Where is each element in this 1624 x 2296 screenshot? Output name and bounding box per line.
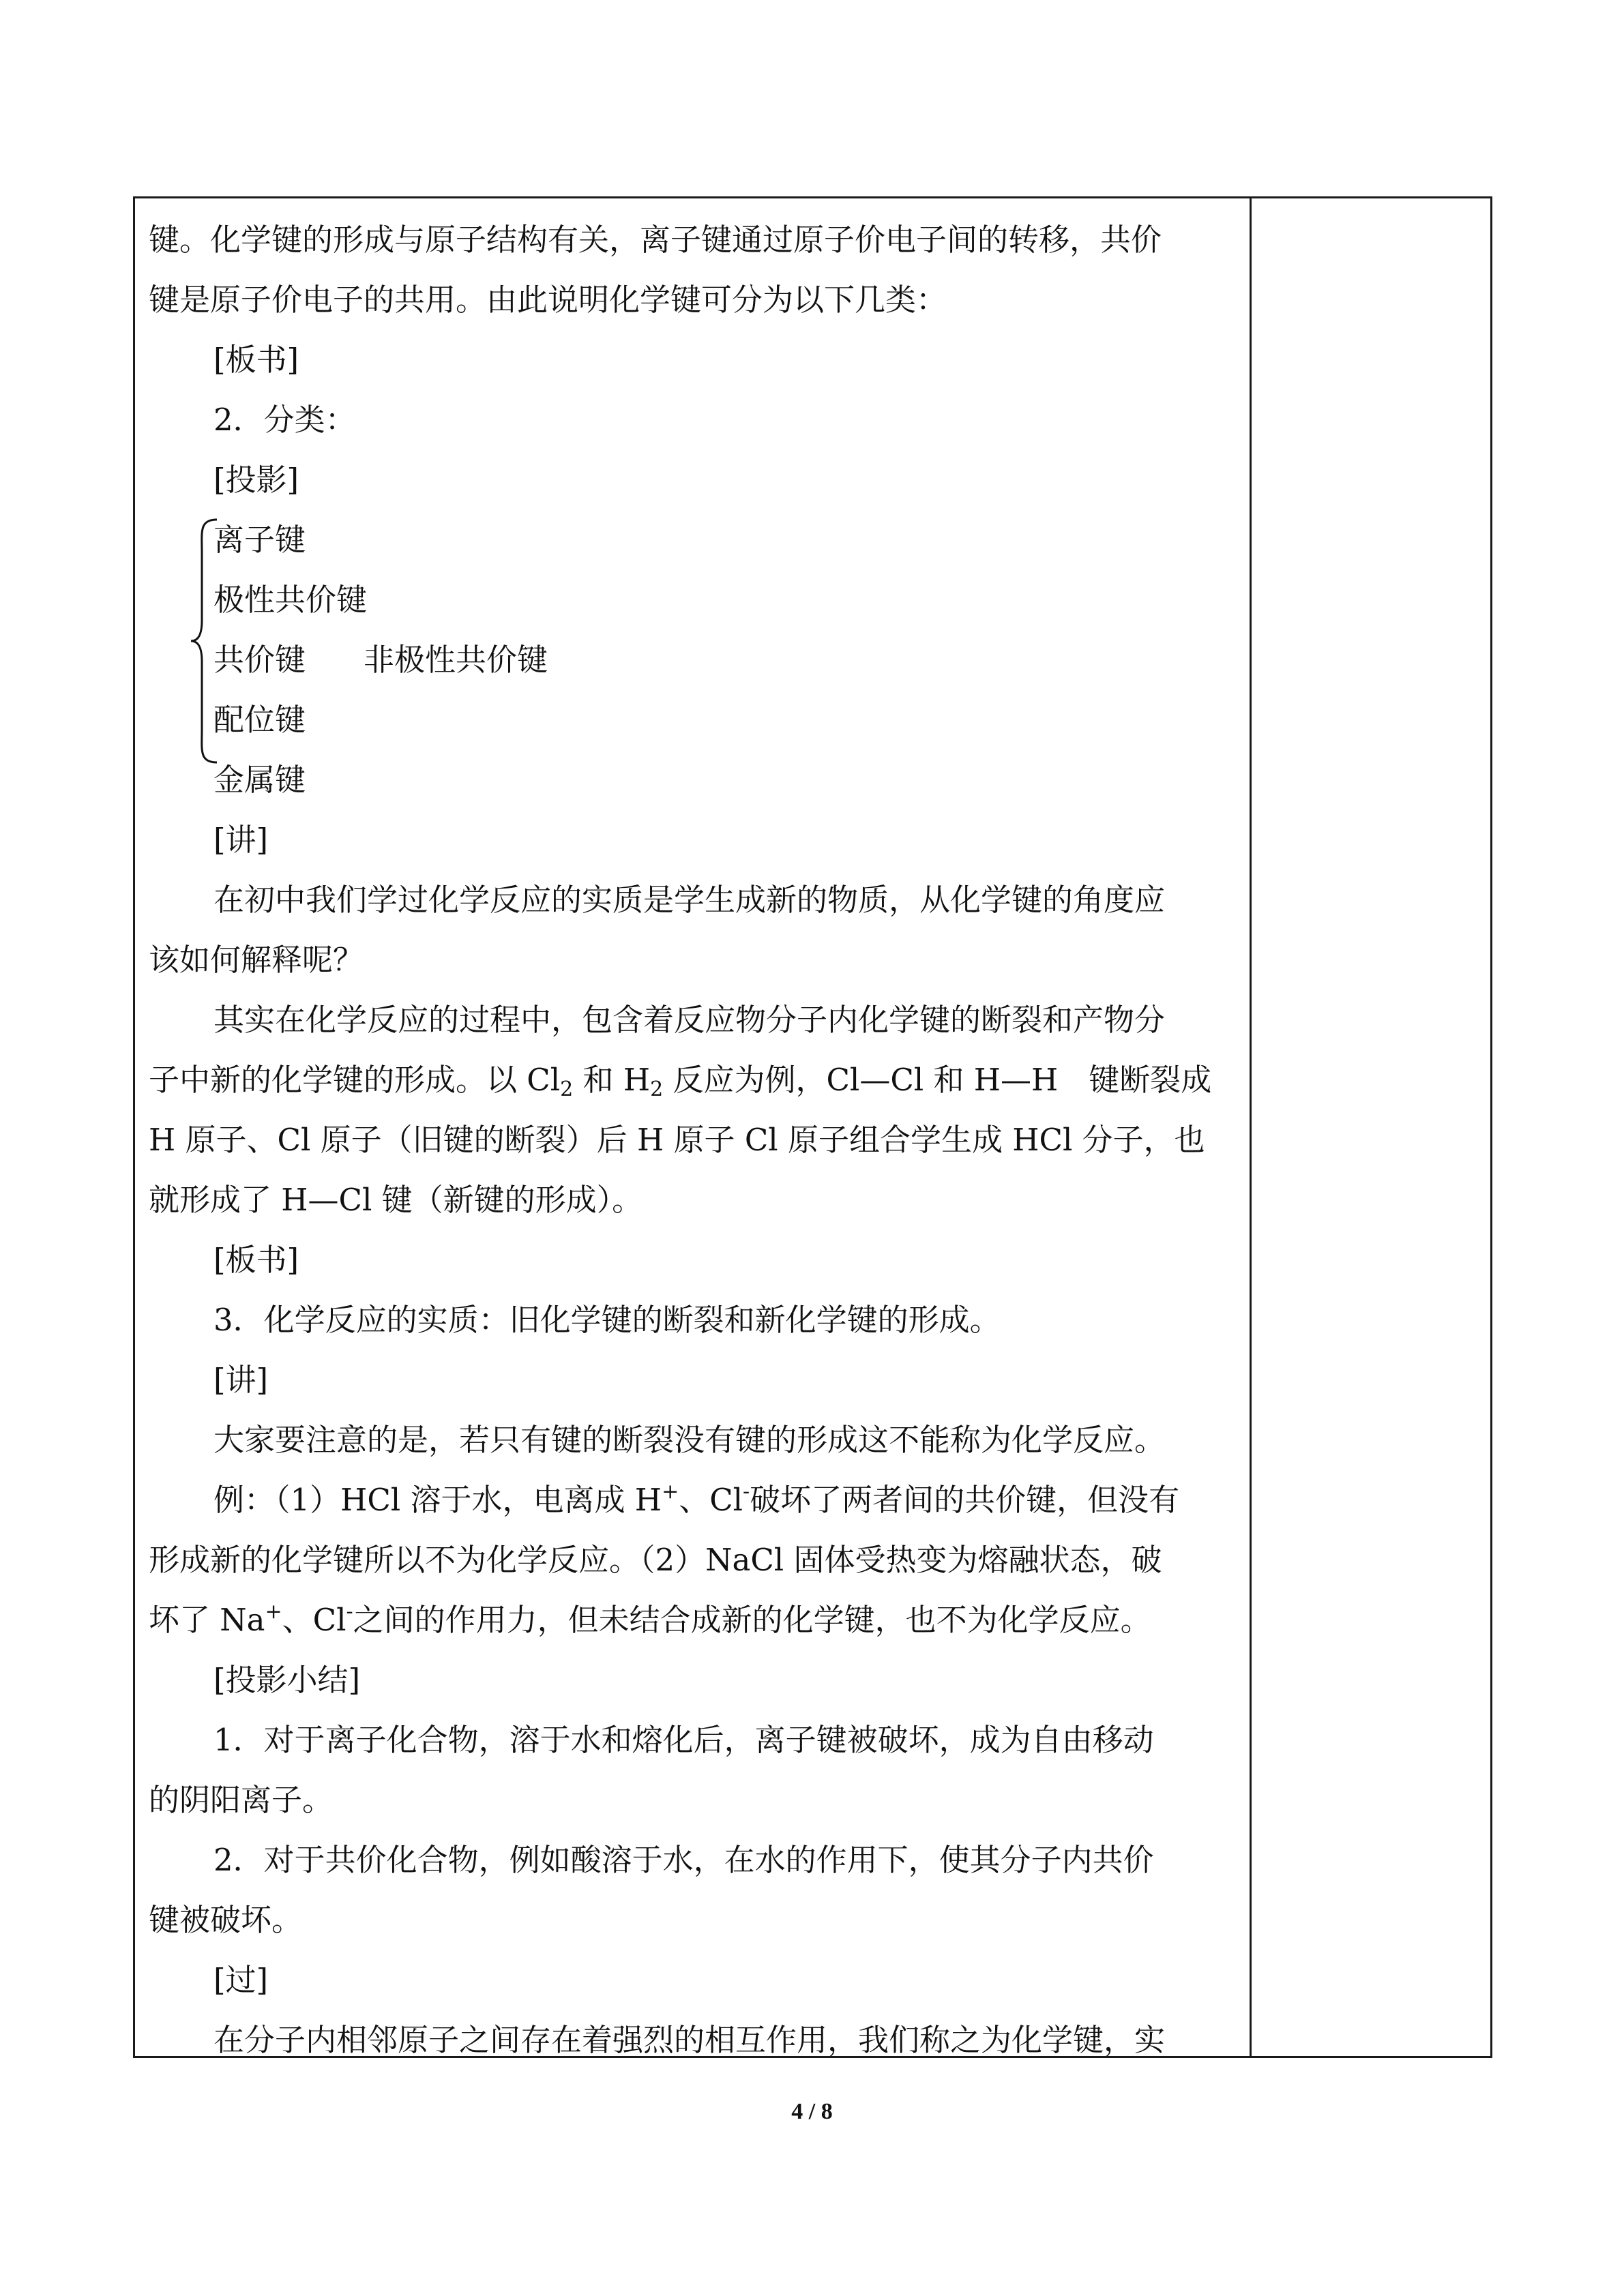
text-line: 的阴阳离子。 [149, 1782, 334, 1818]
text-line: 形成新的化学键所以不为化学反应。（2）NaCl 固体受热变为熔融状态，破 [149, 1542, 1162, 1578]
text-line: H 原子、Cl 原子（旧键的断裂）后 H 原子 Cl 原子组合学生成 HCl 分子，也 [149, 1122, 1205, 1158]
text-line: 其实在化学反应的过程中，包含着反应物分子内化学键的断裂和产物分 [213, 1002, 1166, 1038]
text-line: 坏了 Na+、Cl-之间的作用力，但未结合成新的化学键，也不为化学反应。 [149, 1600, 1151, 1638]
text-line: 1．对于离子化合物，溶于水和熔化后，离子键被破坏，成为自由移动 [213, 1722, 1154, 1758]
text-line: 键被破坏。 [149, 1902, 303, 1938]
text-line: 键是原子价电子的共用。由此说明化学键可分为以下几类： [149, 282, 947, 318]
section-marker: [投影小结] [213, 1662, 361, 1698]
section-marker: [板书] [213, 342, 299, 378]
text-line: 就形成了 H—Cl 键（新键的形成）。 [149, 1182, 643, 1218]
section-marker: [讲] [213, 822, 269, 858]
heading-reaction-essence: 3．化学反应的实质：旧化学键的断裂和新化学键的形成。 [213, 1302, 1001, 1338]
bond-type-coordinate: 配位键 [213, 702, 306, 738]
bond-type-polar-covalent: 极性共价键 [213, 582, 368, 618]
bond-type-ionic: 离子键 [213, 522, 306, 558]
text-line: 该如何解释呢？ [149, 942, 364, 978]
section-marker: [投影] [213, 462, 299, 498]
page-number: 4 / 8 [791, 2099, 833, 2124]
section-marker: [板书] [213, 1242, 299, 1278]
bond-type-nonpolar-covalent: 非极性共价键 [364, 642, 548, 678]
bond-type-covalent: 共价键 [213, 642, 306, 678]
lesson-content [149, 210, 1233, 2070]
text-line: 在分子内相邻原子之间存在着强烈的相互作用，我们称之为化学键，实 [213, 2022, 1166, 2058]
text-line: 2．对于共价化合物，例如酸溶于水，在水的作用下，使其分子内共价 [213, 1842, 1154, 1878]
text-line: 大家要注意的是，若只有键的断裂没有键的形成这不能称为化学反应。 [213, 1422, 1166, 1458]
bond-classification-diagram [149, 510, 1233, 810]
section-marker: [过] [213, 1962, 269, 1998]
notes-column [1252, 198, 1490, 2056]
text-line: 在初中我们学过化学反应的实质是学生成新的物质，从化学键的角度应 [213, 882, 1166, 918]
section-marker: [讲] [213, 1362, 269, 1398]
bond-type-metallic: 金属键 [213, 762, 306, 798]
text-line: 子中新的化学键的形成。以 $Cl_2$ 和 $H_2$ 反应为例，Cl—Cl 和 H—H 键断裂成 [149, 1062, 1212, 1101]
heading-classification: 2．分类： [213, 402, 356, 438]
text-line: 键。化学键的形成与原子结构有关，离子键通过原子价电子间的转移，共价 [149, 222, 1162, 258]
text-line: 例：（1）HCl 溶于水，电离成 H+、Cl-破坏了两者间的共价键，但没有 [213, 1480, 1180, 1518]
